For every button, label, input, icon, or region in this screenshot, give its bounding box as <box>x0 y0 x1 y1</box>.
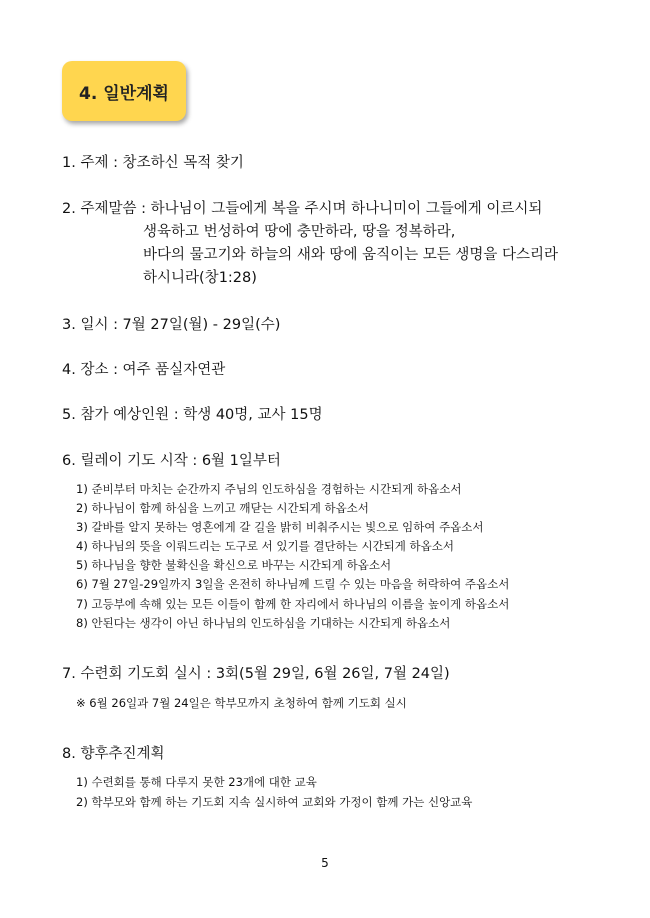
item-theme: 1. 주제 : 창조하신 목적 찾기 <box>62 155 244 171</box>
item-attendees: 5. 참가 예상인원 : 학생 40명, 교사 15명 <box>62 407 323 423</box>
relay-list-item: 7) 고등부에 속해 있는 모든 이들이 함께 한 자리에서 하나님의 이름을 높이게 하옵소서 <box>76 597 510 611</box>
relay-list-item: 4) 하나님의 뜻을 이뤄드리는 도구로 서 있기를 결단하는 시간되게 하옵소서 <box>76 539 454 553</box>
item-future-heading: 8. 향후추진계획 <box>62 746 165 762</box>
relay-list-item: 6) 7월 27일-29일까지 3일을 온전히 하나님께 드릴 수 있는 마음을 허락하여 주옵소서 <box>76 577 510 591</box>
relay-list-item: 2) 하나님이 함께 하심을 느끼고 깨닫는 시간되게 하옵소서 <box>76 501 369 515</box>
item-relay-heading: 6. 릴레이 기도 시작 : 6월 1일부터 <box>62 453 281 469</box>
item-place: 4. 장소 : 여주 품실자연관 <box>62 362 226 378</box>
item-date: 3. 일시 : 7월 27일(월) - 29일(수) <box>62 317 281 333</box>
item-prayer-meeting-heading: 7. 수련회 기도회 실시 : 3회(5월 29일, 6월 26일, 7월 24일) <box>62 666 450 682</box>
page-number: 5 <box>321 856 329 870</box>
item-verse-line-2: 생육하고 번성하여 땅에 충만하라, 땅을 정복하라, <box>143 224 456 240</box>
relay-list-item: 1) 준비부터 마치는 순간까지 주님의 인도하심을 경험하는 시간되게 하옵소서 <box>76 482 462 496</box>
future-list-item: 2) 학부모와 함께 하는 기도회 지속 실시하여 교회와 가정이 함께 가는 신앙교육 <box>76 795 473 809</box>
item-verse-line-3: 바다의 물고기와 하늘의 새와 땅에 움직이는 모든 생명을 다스리라 <box>143 247 559 263</box>
future-list-item: 1) 수련회를 통해 다루지 못한 23개에 대한 교육 <box>76 775 317 789</box>
item-verse-line-1: 2. 주제말씀 : 하나님이 그들에게 복을 주시며 하나니미이 그들에게 이르시되 <box>62 201 543 217</box>
relay-list-item: 3) 갈바를 알지 못하는 영혼에게 갈 길을 밝히 비춰주시는 빛으로 임하여 주옵소서 <box>76 520 484 534</box>
item-verse-line-4: 하시니라(창1:28) <box>143 270 257 286</box>
relay-list-item: 8) 안된다는 생각이 아닌 하나님의 인도하심을 기대하는 시간되게 하옵소서 <box>76 616 451 630</box>
relay-list-item: 5) 하나님을 향한 불확신을 확신으로 바꾸는 시간되게 하옵소서 <box>76 558 392 572</box>
section-title: 4. 일반계획 <box>62 61 186 121</box>
prayer-meeting-note: ※ 6월 26일과 7월 24일은 학부모까지 초청하여 함께 기도회 실시 <box>76 696 407 710</box>
